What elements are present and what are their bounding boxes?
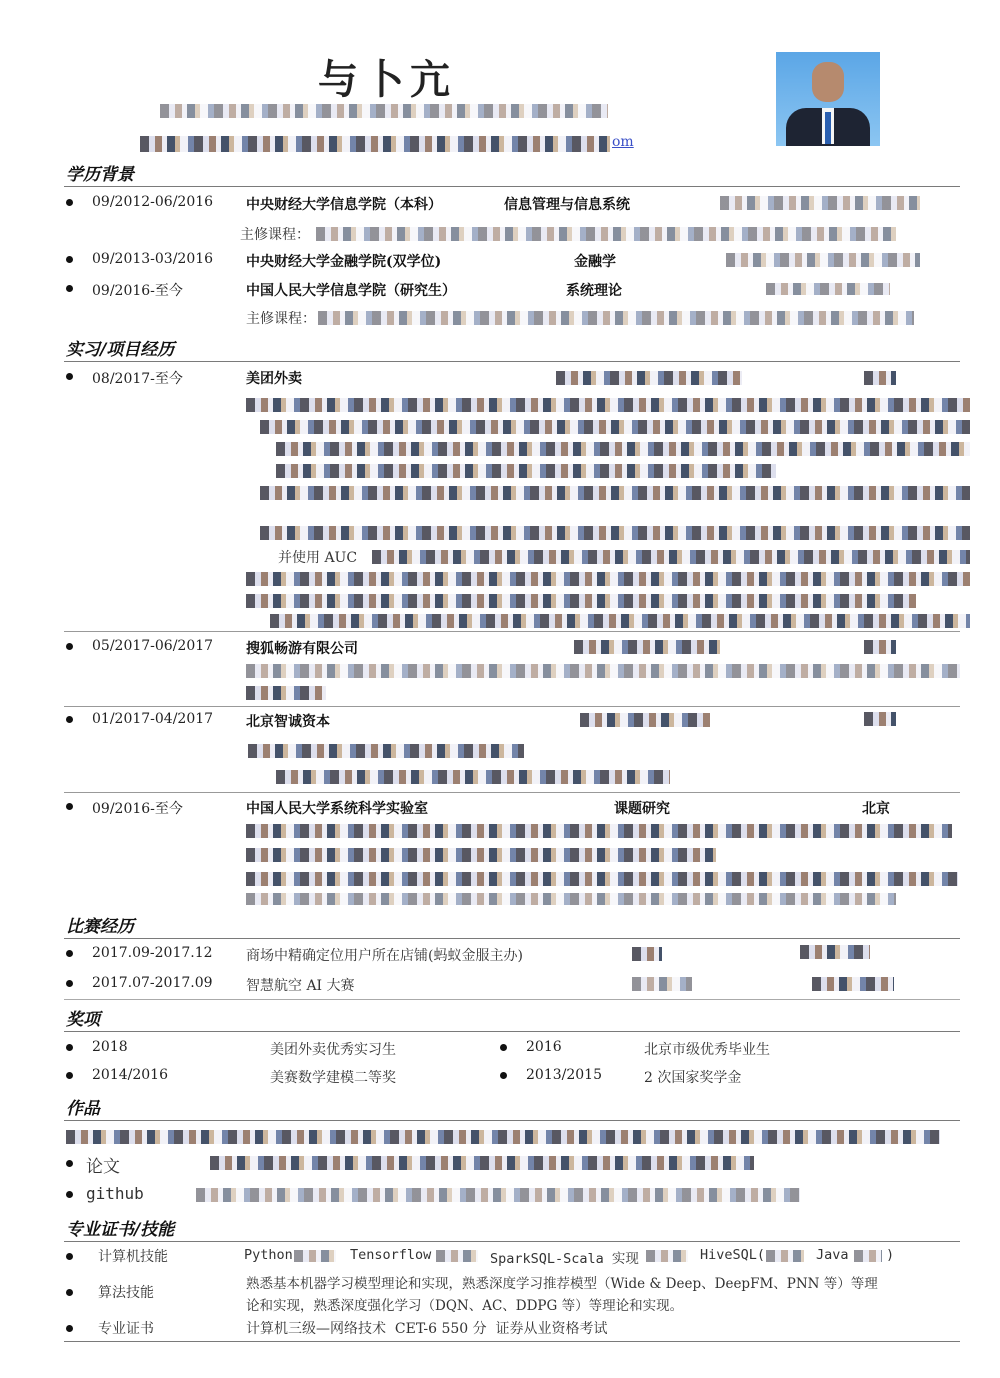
redacted xyxy=(276,770,670,784)
bullet-icon xyxy=(66,285,73,292)
bullet-icon xyxy=(66,716,73,723)
redacted xyxy=(864,371,896,385)
contact-line-1 xyxy=(160,104,608,118)
bullet-icon xyxy=(500,1044,507,1051)
redacted xyxy=(246,572,970,586)
profile-photo xyxy=(776,52,880,146)
exp-city: 北京 xyxy=(862,801,890,817)
skill-java: Java xyxy=(816,1247,849,1263)
redacted xyxy=(318,311,914,325)
skill-sparksql: SparkSQL-Scala 实现 xyxy=(490,1251,639,1267)
bullet-icon xyxy=(66,1160,73,1167)
redacted xyxy=(246,893,896,905)
email-suffix[interactable]: om xyxy=(612,134,634,150)
redacted xyxy=(246,594,916,608)
section-works: 作品 xyxy=(66,1099,100,1119)
section-education: 学历背景 xyxy=(66,165,134,185)
redacted xyxy=(800,945,870,959)
edu-school: 中央财经大学信息学院（本科） xyxy=(246,197,442,213)
bullet-icon xyxy=(66,199,73,206)
redacted xyxy=(766,1250,804,1262)
bullet-icon xyxy=(66,803,73,810)
redacted xyxy=(556,371,742,385)
divider xyxy=(64,1120,960,1121)
exp-date: 08/2017-至今 xyxy=(92,371,183,387)
redacted xyxy=(632,947,662,961)
redacted xyxy=(246,664,960,678)
comp-name: 商场中精确定位用户所在店铺(蚂蚁金服主办) xyxy=(246,948,523,964)
bullet-icon xyxy=(66,1044,73,1051)
award-year: 2013/2015 xyxy=(526,1067,602,1083)
edu-date: 09/2012-06/2016 xyxy=(92,194,214,210)
works-github-label: github xyxy=(86,1184,144,1203)
section-internship: 实习/项目经历 xyxy=(66,340,175,360)
divider xyxy=(64,999,960,1000)
award-name: 美团外卖优秀实习生 xyxy=(270,1042,396,1058)
candidate-name: 与卜亢 xyxy=(318,56,456,103)
edu-date: 09/2016-至今 xyxy=(92,283,183,299)
award-year: 2016 xyxy=(526,1039,562,1055)
edu-major: 金融学 xyxy=(574,254,616,270)
redacted xyxy=(726,253,920,267)
works-paper-label: 论文 xyxy=(86,1157,120,1177)
award-year: 2014/2016 xyxy=(92,1067,168,1083)
redacted xyxy=(766,283,890,295)
redacted xyxy=(276,442,970,456)
bullet-icon xyxy=(66,1191,73,1198)
bullet-icon xyxy=(66,1289,73,1296)
skill-label: 专业证书 xyxy=(98,1321,154,1337)
exp-date: 05/2017-06/2017 xyxy=(92,638,214,654)
edu-major: 系统理论 xyxy=(566,283,622,299)
redacted xyxy=(720,196,920,210)
course-label: 主修课程： xyxy=(240,227,310,243)
bullet-icon xyxy=(66,950,73,957)
redacted xyxy=(276,464,776,478)
comp-date: 2017.09-2017.12 xyxy=(92,945,213,961)
edu-school: 中国人民大学信息学院（研究生） xyxy=(246,283,456,299)
exp-role: 课题研究 xyxy=(614,801,670,817)
exp-date: 01/2017-04/2017 xyxy=(92,711,214,727)
redacted xyxy=(372,550,970,564)
exp-fragment: 并使用 AUC xyxy=(278,550,358,566)
edu-date: 09/2013-03/2016 xyxy=(92,251,214,267)
divider xyxy=(64,186,960,187)
bullet-icon xyxy=(66,980,73,987)
award-year: 2018 xyxy=(92,1039,128,1055)
comp-date: 2017.07-2017.09 xyxy=(92,975,213,991)
skill-label: 算法技能 xyxy=(98,1285,154,1301)
redacted xyxy=(864,640,896,654)
redacted xyxy=(260,486,970,500)
redacted xyxy=(260,526,970,540)
skill-hivesql: HiveSQL( xyxy=(700,1247,766,1263)
award-name: 美赛数学建模二等奖 xyxy=(270,1070,396,1086)
bullet-icon xyxy=(66,1325,73,1332)
award-name: 2 次国家奖学金 xyxy=(644,1070,742,1086)
divider xyxy=(64,938,960,939)
redacted xyxy=(196,1188,800,1202)
contact-line-2 xyxy=(140,136,610,152)
skill-algo-line1: 熟悉基本机器学习模型理论和实现，熟悉深度学习推荐模型（Wide & Deep、DeepFM、PNN 等）等理 xyxy=(246,1276,878,1292)
redacted xyxy=(316,227,896,241)
divider xyxy=(64,792,960,793)
skill-cert-line: 计算机三级—网络技术 CET-6 550 分 证券从业资格考试 xyxy=(246,1321,608,1337)
skill-close-paren: ) xyxy=(886,1247,895,1263)
redacted xyxy=(248,744,524,758)
bullet-icon xyxy=(66,1072,73,1079)
skill-label: 计算机技能 xyxy=(98,1249,168,1265)
section-awards: 奖项 xyxy=(66,1010,100,1030)
redacted xyxy=(864,712,896,726)
divider xyxy=(64,1341,960,1342)
redacted xyxy=(812,977,894,991)
redacted xyxy=(210,1156,754,1170)
redacted xyxy=(246,398,970,412)
exp-date: 09/2016-至今 xyxy=(92,801,183,817)
redacted xyxy=(246,848,716,862)
redacted xyxy=(260,420,970,434)
section-skills: 专业证书/技能 xyxy=(66,1220,175,1240)
edu-school: 中央财经大学金融学院(双学位) xyxy=(246,254,442,270)
skill-python: Python xyxy=(244,1247,293,1263)
course-label: 主修课程： xyxy=(246,311,316,327)
bullet-icon xyxy=(66,373,73,380)
exp-org: 北京智诚资本 xyxy=(246,714,330,730)
edu-major: 信息管理与信息系统 xyxy=(504,197,630,213)
divider xyxy=(64,1031,960,1032)
redacted xyxy=(574,640,720,654)
divider xyxy=(64,1241,960,1242)
redacted xyxy=(246,824,952,838)
redacted xyxy=(246,686,326,700)
redacted xyxy=(270,614,970,628)
exp-org: 搜狐畅游有限公司 xyxy=(246,641,358,657)
redacted xyxy=(580,713,710,727)
bullet-icon xyxy=(500,1072,507,1079)
bullet-icon xyxy=(66,643,73,650)
section-competition: 比赛经历 xyxy=(66,917,134,937)
redacted xyxy=(646,1250,688,1262)
skill-tensorflow: Tensorflow xyxy=(350,1247,432,1263)
redacted xyxy=(66,1130,940,1144)
skill-algo-line2: 论和实现，熟悉深度强化学习（DQN、AC、DDPG 等）等理论和实现。 xyxy=(246,1298,684,1314)
redacted xyxy=(632,977,692,991)
bullet-icon xyxy=(66,256,73,263)
comp-name: 智慧航空 AI 大赛 xyxy=(246,978,355,994)
divider xyxy=(64,706,960,707)
bullet-icon xyxy=(66,1253,73,1260)
divider xyxy=(64,361,960,362)
award-name: 北京市级优秀毕业生 xyxy=(644,1042,770,1058)
exp-org: 中国人民大学系统科学实验室 xyxy=(246,801,428,817)
redacted xyxy=(246,872,958,886)
redacted xyxy=(436,1250,478,1262)
divider xyxy=(64,631,960,632)
exp-org: 美团外卖 xyxy=(246,371,302,387)
redacted xyxy=(854,1250,882,1262)
redacted xyxy=(294,1250,336,1262)
